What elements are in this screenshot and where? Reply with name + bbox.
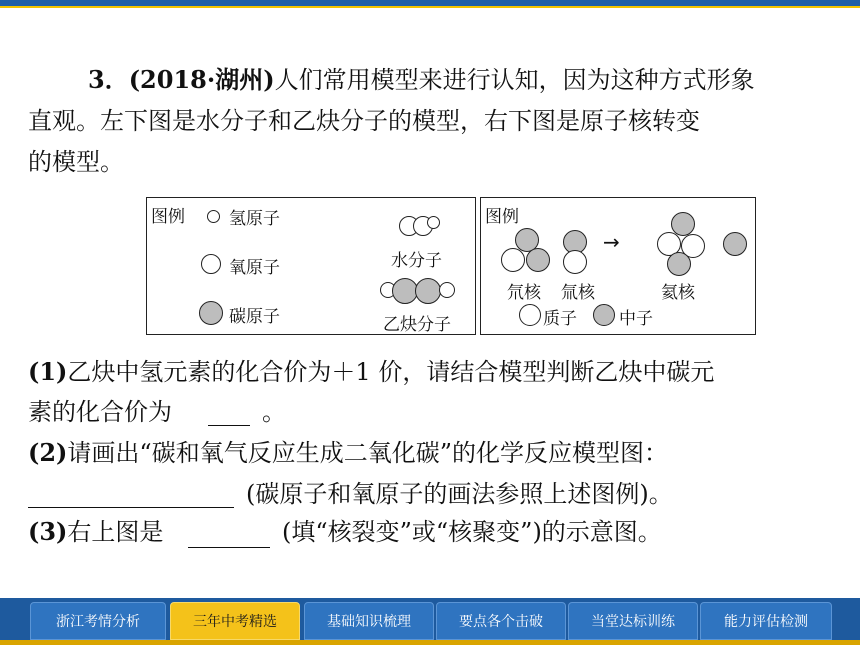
water-label: 水分子 [391,251,442,271]
proton-label: 质子 [543,309,577,329]
question-text-1: 人们常用模型来进行认知，因为这种方式形象 [274,66,755,94]
reaction-arrow: → [603,230,620,254]
tritium-label: 氚核 [561,283,595,303]
answer-blank-2[interactable] [28,507,234,508]
deuterium-label: 氘核 [507,283,541,303]
carbon-label: 碳原子 [229,307,280,327]
tab-three-year-selection[interactable]: 三年中考精选 [170,602,300,640]
legend-label: 图例 [485,207,519,227]
part-2-line-1: (2)请画出“碳和氧气反应生成二氧化碳”的化学反应模型图： [28,438,668,467]
part-1-line-1: (1)乙炔中氢元素的化合价为＋1 价，请结合模型判断乙炔中碳元 [28,357,715,386]
nav-bottom-stripe [0,640,860,645]
oxygen-label: 氧原子 [229,258,280,278]
part-1-line-2: 素的化合价为 [28,398,172,426]
part-3-line: (3)右上图是 [28,517,164,546]
molecule-model-figure [146,197,476,335]
question-number: 3 [88,65,105,94]
question-line-3: 的模型。 [28,148,124,176]
nuclear-model-figure [480,197,756,335]
question-line-1: 3．(2018·湖州)人们常用模型来进行认知，因为这种方式形象 [88,65,755,94]
helium-label: 氦核 [661,283,695,303]
hydrogen-label: 氢原子 [229,209,280,229]
bottom-navigation [0,598,860,645]
legend-label: 图例 [151,207,185,227]
top-accent-stripe [0,6,860,8]
tab-class-practice[interactable]: 当堂达标训练 [568,602,698,640]
answer-blank-3[interactable] [188,547,270,548]
part-1-end: 。 [262,398,286,426]
neutron-icon [593,304,615,326]
question-source: (2018·湖州) [128,65,275,94]
free-neutron-icon [723,232,747,256]
tab-ability-assessment[interactable]: 能力评估检测 [700,602,832,640]
answer-blank-1[interactable] [208,425,250,426]
proton-icon [519,304,541,326]
tab-key-points[interactable]: 要点各个击破 [436,602,566,640]
tab-basic-knowledge[interactable]: 基础知识梳理 [304,602,434,640]
part-3-end: (填“核裂变”或“核聚变”)的示意图。 [282,518,662,546]
neutron-label: 中子 [619,309,653,329]
hydrogen-atom-icon [207,210,220,223]
carbon-atom-icon [199,301,223,325]
question-line-2: 直观。左下图是水分子和乙炔分子的模型，右下图是原子核转变 [28,107,700,135]
oxygen-atom-icon [201,254,221,274]
tab-zhejiang-analysis[interactable]: 浙江考情分析 [30,602,166,640]
part-2-line-2: (碳原子和氧原子的画法参照上述图例)。 [246,480,673,508]
acetylene-label: 乙炔分子 [383,315,451,335]
